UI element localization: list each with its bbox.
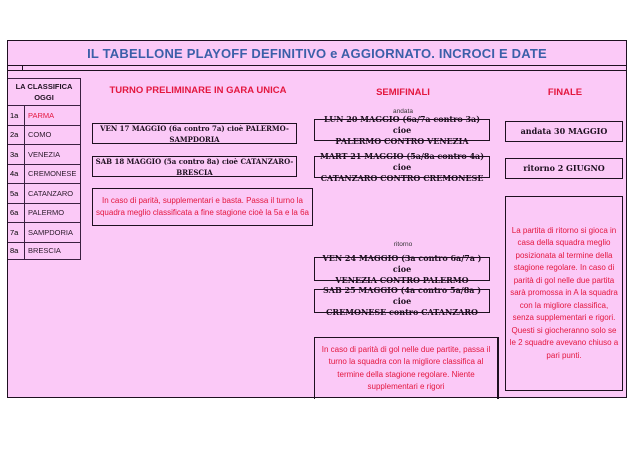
position: 6a [8,204,25,223]
final-second-leg: ritorno 2 GIUGNO [505,158,623,179]
position: 8a [8,243,25,259]
match-date: SAB 25 MAGGIO (4a contro 5a/8a ) cioe [322,284,482,306]
position: 1a [8,106,25,125]
final-note: La partita di ritorno si gioca in casa della squadra meglio posizionata al termine della stagione regolare. In caso di parità di gol nelle due partita sarà promossa in A la squadra con la migliore classifica, senza supplementari e rigori. Questi si giocheranno solo se le 2 squadre avevano chiuso a pari punti. [505,196,623,391]
team-name: PARMA [28,110,55,120]
semifinal-second-leg-2 [314,284,490,317]
position: 5a [8,184,25,203]
table-row [8,106,80,126]
table-row [8,145,80,165]
playoff-board [7,40,627,398]
preliminary-match-2: SAB 18 MAGGIO (5a contro 8a) cioè CATANZARO-BRESCIA [92,156,297,177]
semifinals-header: SEMIFINALI [376,87,430,98]
match-date: VEN 24 MAGGIO (3a contro 6a/7a ) cioe [322,252,482,274]
semifinals-note: In caso di parità di gol nelle due partite, passa il turno la squadra con la migliore classifica al termine della stagione regolare. Niente supplementari e rigori [314,337,498,399]
team-name: COMO [28,130,52,140]
position: 4a [8,165,25,184]
table-row [8,126,80,146]
team-name: SAMPDORIA [28,227,74,237]
column-divider [498,337,499,399]
semifinal-second-leg-1 [314,252,490,285]
divider [22,66,23,70]
team-name: CATANZARO [28,188,74,198]
position: 3a [8,145,25,164]
standings-header-line1: LA CLASSIFICA [15,82,73,91]
position: 2a [8,126,25,145]
match-date: LUN 20 MAGGIO (6a/7a contro 3a) cioe [324,113,480,135]
match-teams: VENEZIA CONTRO PALERMO [335,274,469,285]
standings-header [8,79,80,106]
position: 7a [8,223,25,242]
team-name: VENEZIA [28,149,61,159]
table-row [8,243,80,259]
match-teams: CREMONESE contro CATANZARO [326,306,478,317]
match-date: MART 21 MAGGIO (5a/8a contro 4a) cioe [319,150,485,172]
final-first-leg: andata 30 MAGGIO [505,121,623,142]
match-teams: CATANZARO CONTRO CREMONESE [320,172,484,183]
standings-table [8,78,81,260]
semifinal-first-leg-1 [314,113,490,146]
preliminary-note: In caso di parità, supplementari e basta. Passa il turno la squadra meglio classificata a fine stagione cioè la 5a e la 6a [92,188,313,226]
preliminary-header: TURNO PRELIMINARE IN GARA UNICA [109,85,287,96]
table-row [8,165,80,185]
table-row [8,204,80,224]
table-row [8,184,80,204]
preliminary-match-1: VEN 17 MAGGIO (6a contro 7a) cioè PALERMO-SAMPDORIA [92,123,297,144]
final-header: FINALE [547,87,583,98]
second-leg-label: ritorno [393,241,413,248]
team-name: CREMONESE [28,169,77,179]
spacer-row [8,66,626,71]
table-row [8,223,80,243]
team-name: BRESCIA [28,246,61,255]
semifinal-first-leg-2 [314,150,490,183]
standings-header-line2: OGGI [34,93,54,102]
team-name: PALERMO [28,208,65,218]
match-teams: PALERMO CONTRO VENEZIA [335,135,469,146]
page-title: IL TABELLONE PLAYOFF DEFINITIVO e AGGIORNATO. INCROCI E DATE [8,41,626,66]
first-leg-label: andata [393,108,413,115]
